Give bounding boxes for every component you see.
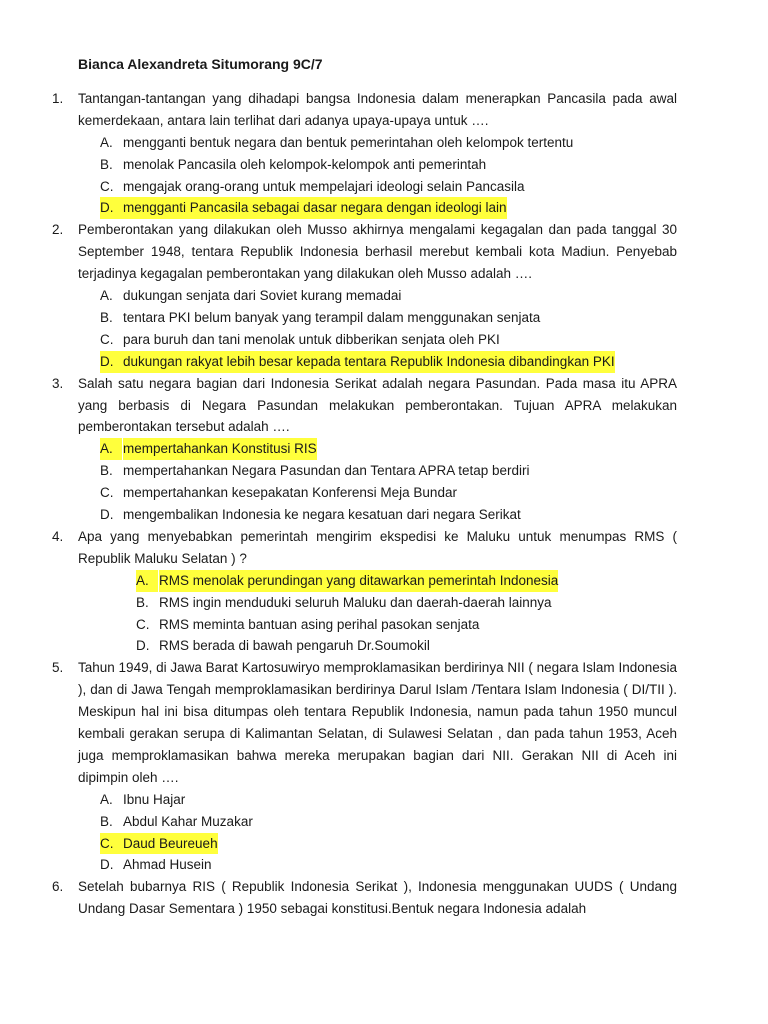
- option-text: RMS menolak perundingan yang ditawarkan pemerintah Indonesia: [159, 570, 558, 592]
- option-text: mempertahankan Konstitusi RIS: [123, 438, 317, 460]
- question-number: 3.: [52, 375, 64, 391]
- option-text: mengembalikan Indonesia ke negara kesatuan dari negara Serikat: [123, 507, 521, 523]
- answer-option: [0, 789, 768, 811]
- question-text: Apa yang menyebabkan pemerintah mengirim ekspedisi ke Maluku untuk menumpas RMS ( Republik Maluku Selatan ) ?: [78, 528, 677, 566]
- question-list: [0, 88, 768, 920]
- question-number: 5.: [52, 660, 64, 676]
- option-text: mengganti bentuk negara dan bentuk pemerintahan oleh kelompok tertentu: [123, 134, 574, 150]
- option-letter: D.: [100, 507, 114, 523]
- option-text: RMS berada di bawah pengaruh Dr.Soumokil: [159, 638, 430, 654]
- option-letter: D.: [136, 638, 150, 654]
- option-letter: C.: [136, 616, 150, 632]
- option-text: tentara PKI belum banyak yang terampil dalam menggunakan senjata: [123, 309, 541, 325]
- option-letter: B.: [100, 309, 113, 325]
- option-letter: B.: [100, 813, 113, 829]
- answer-option: [0, 482, 768, 504]
- option-list: [0, 570, 768, 658]
- question-number: 4.: [52, 528, 64, 544]
- answer-option: [0, 854, 768, 876]
- option-list: [0, 789, 768, 877]
- answer-option: [0, 592, 768, 614]
- answer-option: [0, 154, 768, 176]
- option-list: [0, 132, 768, 220]
- option-text: para buruh dan tani menolak untuk dibberikan senjata oleh PKI: [123, 331, 500, 347]
- option-text: Ahmad Husein: [123, 857, 212, 873]
- answer-option: [0, 460, 768, 482]
- option-letter: B.: [136, 594, 149, 610]
- option-letter: A.: [100, 288, 113, 304]
- question-number: 1.: [52, 91, 64, 106]
- question-1: [0, 88, 768, 219]
- option-letter: C.: [100, 331, 114, 347]
- option-text: Abdul Kahar Muzakar: [123, 813, 253, 829]
- question-5: [0, 657, 768, 876]
- option-text: mempertahankan Negara Pasundan dan Tentara APRA tetap berdiri: [123, 463, 530, 479]
- option-text: menolak Pancasila oleh kelompok-kelompok anti pemerintah: [123, 156, 487, 172]
- option-list: [0, 438, 768, 526]
- highlighted-answer-option: [0, 570, 768, 592]
- option-text: RMS ingin menduduki seluruh Maluku dan daerah-daerah lainnya: [159, 594, 552, 610]
- question-number: 6.: [52, 879, 64, 895]
- option-letter: A.: [100, 791, 113, 807]
- answer-option: [0, 329, 768, 351]
- highlighted-answer-option: [0, 197, 768, 219]
- option-letter: B.: [100, 463, 113, 479]
- option-letter: C.: [100, 178, 114, 194]
- highlighted-answer-option: [0, 833, 768, 855]
- answer-option: [0, 614, 768, 636]
- option-letter: C.: [100, 833, 123, 855]
- option-letter: A.: [100, 134, 113, 150]
- highlighted-answer-option: [0, 351, 768, 373]
- option-text: mempertahankan kesepakatan Konferensi Meja Bundar: [123, 485, 457, 501]
- option-text: mengganti Pancasila sebagai dasar negara dengan ideologi lain: [123, 197, 507, 219]
- question-text: Pemberontakan yang dilakukan oleh Musso akhirnya mengalami kegagalan dan pada tanggal 30 September 1948, tentara Republik Indonesia berhasil merebut kembali kota Madiun. Penyebab terjadinya kegagalan pemberontakan yang dilakukan oleh Musso adalah ….: [78, 222, 677, 282]
- question-text: Salah satu negara bagian dari Indonesia Serikat adalah negara Pasundan. Pada masa itu APRA yang berbasis di Negara Pasundan melakukan pemberontakan. Tujuan APRA melakukan pemberontakan tersebut adalah ….: [78, 375, 677, 435]
- option-text: dukungan rakyat lebih besar kepada tentara Republik Indonesia dibandingkan PKI: [123, 351, 615, 373]
- question-text: Setelah bubarnya RIS ( Republik Indonesia Serikat ), Indonesia menggunakan UUDS ( Undang Undang Dasar Sementara ) 1950 sebagai konstitusi.Bentuk negara Indonesia adalah: [78, 879, 677, 917]
- option-text: mengajak orang-orang untuk mempelajari ideologi selain Pancasila: [123, 178, 525, 194]
- option-letter: D.: [100, 857, 114, 873]
- option-text: Ibnu Hajar: [123, 791, 186, 807]
- question-number: 2.: [52, 222, 64, 238]
- option-letter: A.: [100, 438, 122, 460]
- question-text: Tantangan-tantangan yang dihadapi bangsa Indonesia dalam menerapkan Pancasila pada awal kemerdekaan, antara lain terlihat dari adanya upaya-upaya untuk ….: [78, 91, 677, 128]
- option-letter: B.: [100, 156, 113, 172]
- question-2: [0, 219, 768, 372]
- page-title: Bianca Alexandreta Situmorang 9C/7: [78, 56, 323, 72]
- answer-option: [0, 811, 768, 833]
- question-4: [0, 526, 768, 657]
- option-text: Daud Beureueh: [123, 833, 218, 855]
- question-text: Tahun 1949, di Jawa Barat Kartosuwiryo memproklamasikan berdirinya NII ( negara Islam Indonesia ), dan di Jawa Tengah memproklamasikan berdirinya Darul Islam /Tentara Islam Indonesia ( DI/TII ). Meskipun hal ini bisa ditumpas oleh tentara Republik Indonesia, namun pada tahun 1950 muncul kembali gerakan serupa di Kalimantan Selatan, di Sulawesi Selatan , dan pada tahun 1953, Aceh juga memproklamasikan bahwa mereka merupakan bagian dari NII. Gerakan NII di Aceh ini dipimpin oleh ….: [78, 660, 677, 785]
- option-list: [0, 285, 768, 373]
- option-letter: D.: [100, 351, 123, 373]
- highlighted-answer-option: [0, 438, 768, 460]
- option-letter: D.: [100, 197, 123, 219]
- option-text: dukungan senjata dari Soviet kurang memadai: [123, 288, 402, 304]
- option-text: RMS meminta bantuan asing perihal pasokan senjata: [159, 616, 480, 632]
- answer-option: [0, 132, 768, 154]
- answer-option: [0, 176, 768, 198]
- option-letter: A.: [136, 570, 158, 592]
- question-6: [0, 876, 768, 920]
- answer-option: [0, 504, 768, 526]
- answer-option: [0, 285, 768, 307]
- option-letter: C.: [100, 485, 114, 501]
- answer-option: [0, 307, 768, 329]
- question-3: [0, 373, 768, 526]
- answer-option: [0, 635, 768, 657]
